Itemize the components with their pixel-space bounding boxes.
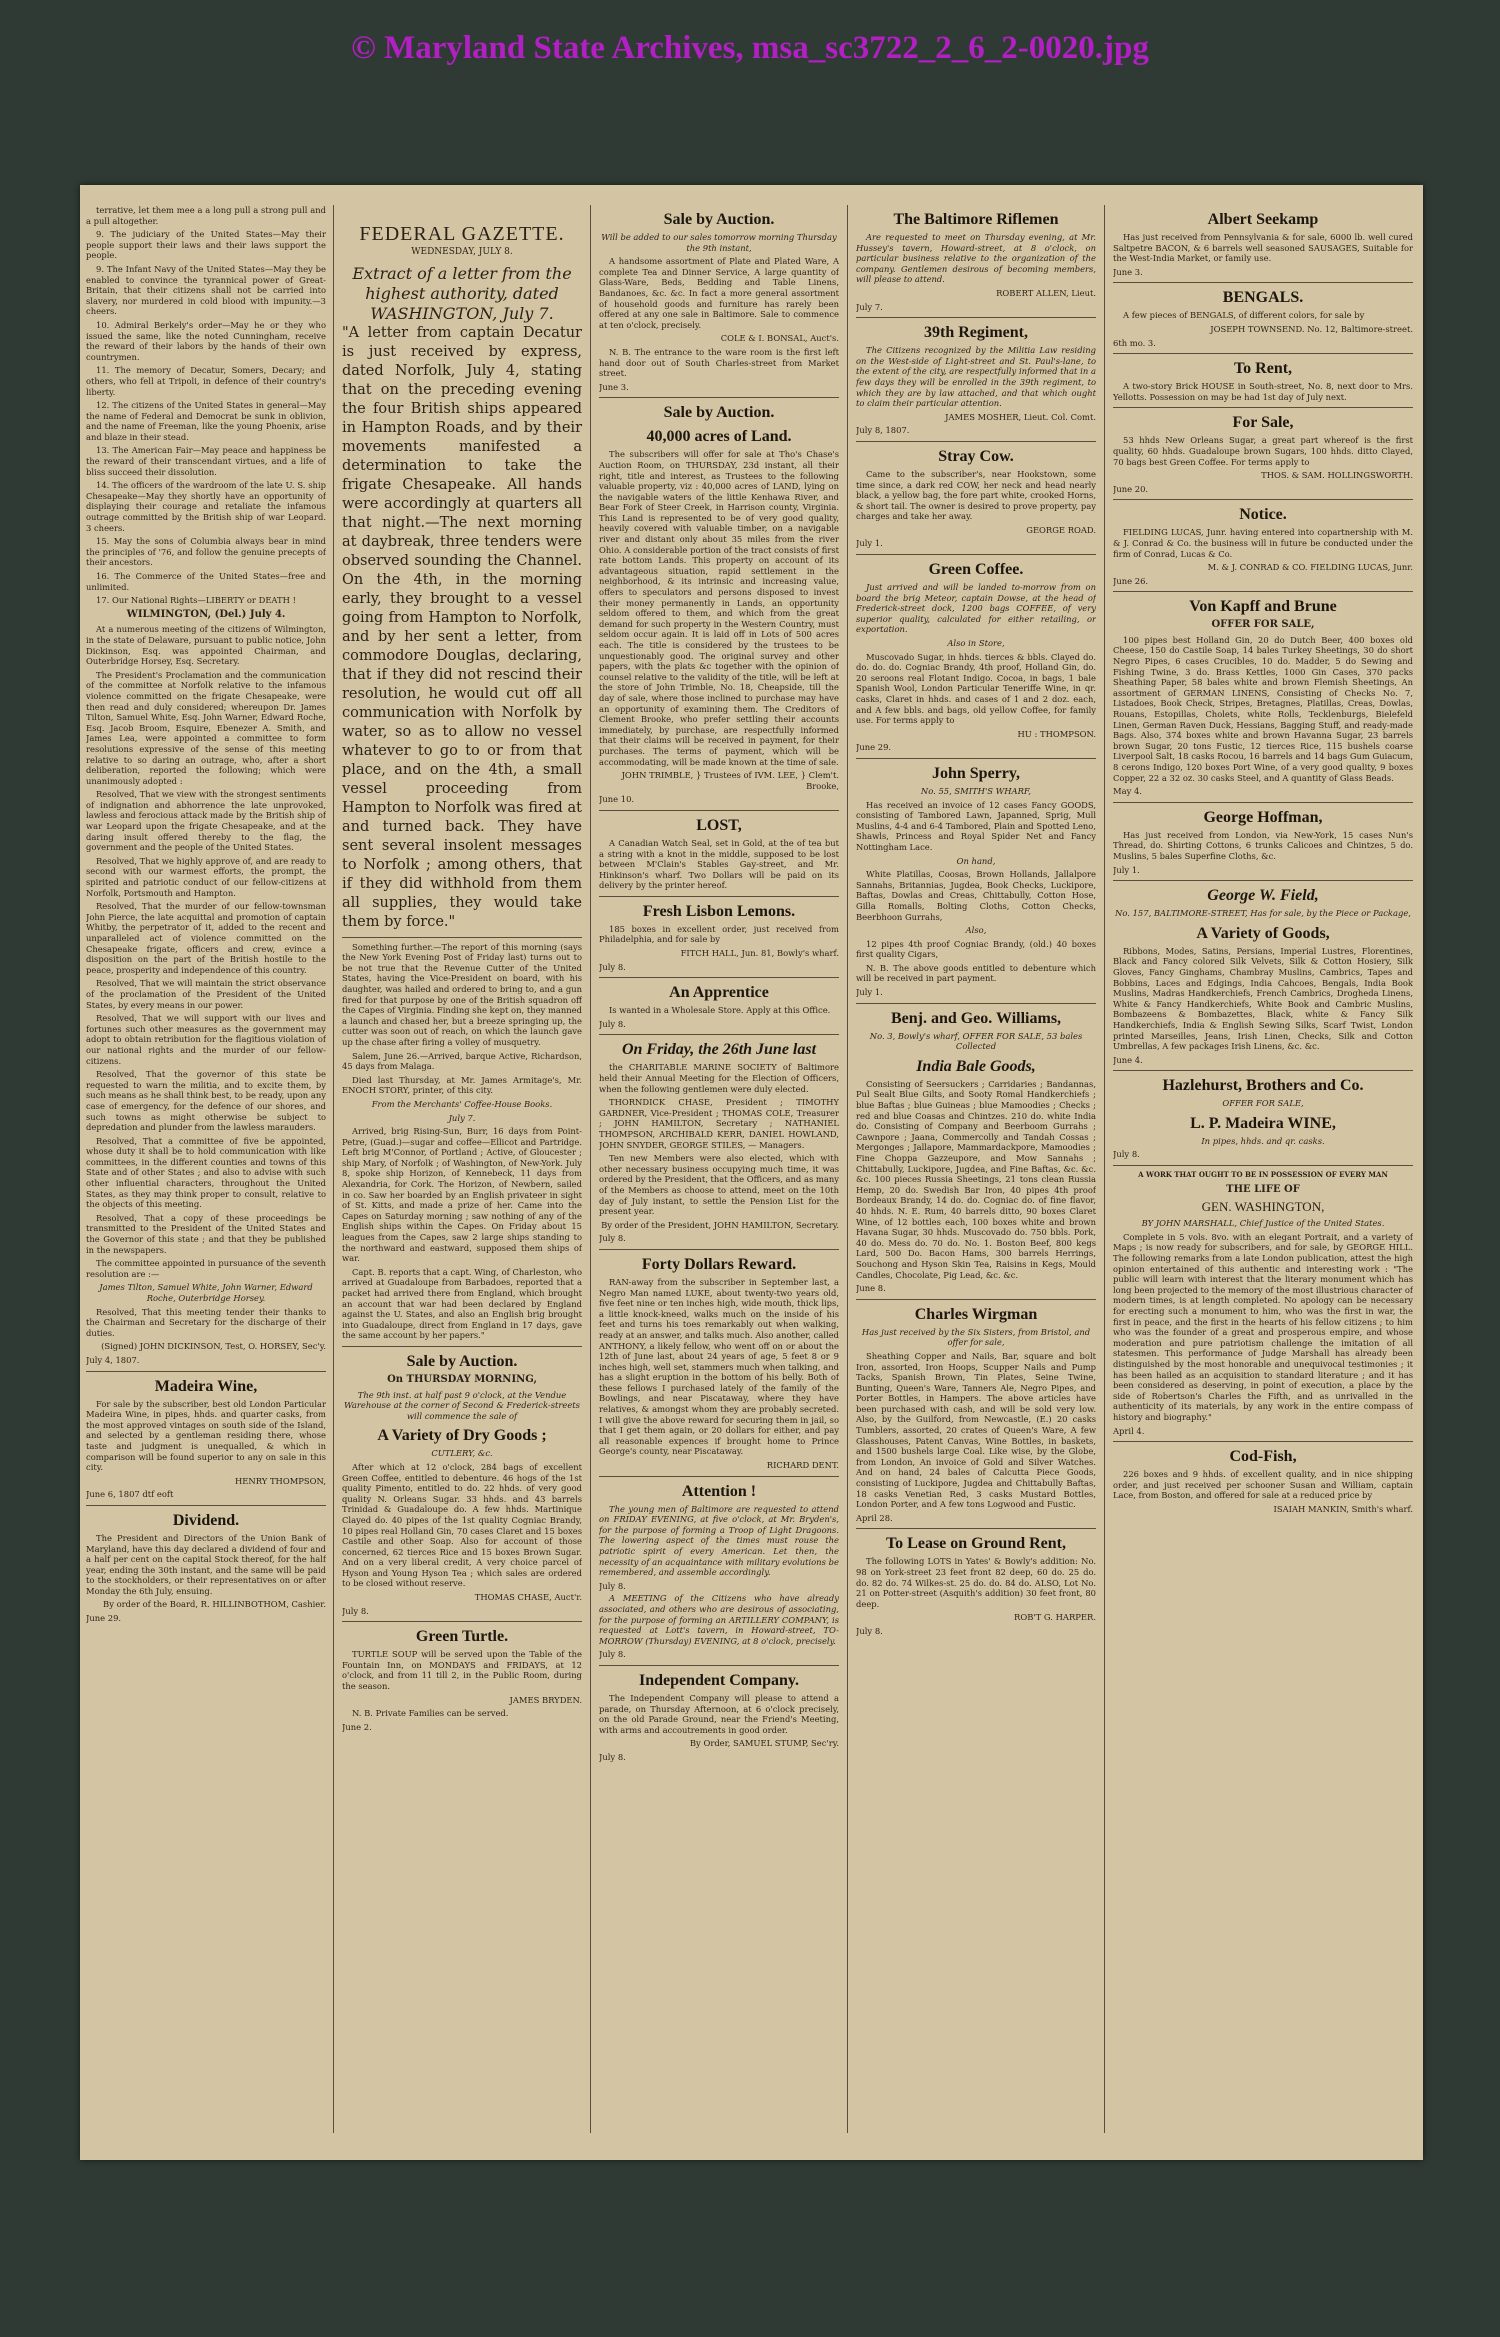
toast: 17. Our National Rights—LIBERTY or DEATH !	[96, 595, 296, 606]
madeira-wine-title: L. P. Madeira WINE,	[1190, 1114, 1336, 1132]
sperry-on-hand: On hand,	[956, 855, 996, 866]
divider	[86, 1505, 326, 1506]
auction1-title: Sale by Auction.	[663, 211, 775, 228]
divider	[1113, 880, 1413, 881]
divider	[599, 977, 839, 978]
seekamp-date: June 3.	[1113, 266, 1143, 277]
auction-detail: The 9th inst. at half past 9 o'clock, at the Vendue Warehouse at the corner of Second & Frederick-streets will commence the sale of	[344, 1389, 580, 1421]
dividend-text: The President and Directors of the Union Bank of Maryland, have this day declared a dividend of four and a half per cent on the capital Stock thereof, for the half year, ending the 30th instant, and the same will be paid to the stockholders, or their representatives on or after Monday the 6th July, ensuing.	[86, 1532, 326, 1596]
green-coffee-list: Muscovado Sugar, in hhds. tierces & bbls. Clayed do. do. do. do. Cogniac Brandy, 4th proof, Holland Gin, do. 20 seroons real Flotant Indigo. Cocoa, in bags, 1 bale Spanish Wool, London Particular Teneriffe Wine, in qr. casks, Claret in hhds. and cases of 1 and 2 doz. each, and A few bbls. and bags, old yellow Coffee, for family use. For terms apply to	[856, 651, 1096, 726]
bengals-title: BENGALS.	[1222, 289, 1304, 307]
divider	[856, 1299, 1096, 1300]
williams-goods: India Bale Goods,	[916, 1057, 1036, 1075]
land-title: 40,000 acres of Land.	[646, 428, 792, 446]
marine-society-officers: THORNDICK CHASE, President ; TIMOTHY GARDNER, Vice-President ; THOMAS COLE, Treasurer ; JOHN HAMILTON, Secretary ; NATHANIEL THOMPSON, ARCHIBALD KERR, DANIEL HOWLAND, JOHN SNYDER, GEORGE STILES, — Managers.	[599, 1097, 839, 1150]
toast: 9. The judiciary of the United States—May their people support their laws and their laws support the people.	[86, 229, 326, 261]
independent-company-title: Independent Company.	[638, 1671, 800, 1689]
wirgman-sub: Has just received by the Six Sisters, from Bristol, and offer for sale,	[861, 1326, 1091, 1348]
bengals-signature: JOSEPH TOWNSEND. No. 12, Baltimore-street.	[1210, 323, 1413, 334]
wirgman-title: Charles Wirgman	[914, 1305, 1038, 1323]
williams-title: Benj. and Geo. Williams,	[890, 1009, 1062, 1027]
divider	[1113, 591, 1413, 592]
madeira-date: June 6, 1807 dtf eoft	[86, 1489, 174, 1500]
riflemen-text: Are requested to meet on Thursday evening, at Mr. Hussey's tavern, Howard-street, at 8 o'clock, on particular business relative to the organization of the company. Gentlemen desirous of becoming members, will please to attend.	[856, 232, 1096, 285]
turtle-signature: JAMES BRYDEN.	[509, 1694, 582, 1705]
wilmington-paragraph: At a numerous meeting of the citizens of Wilmington, in the state of Delaware, pursuant to public notice, John Dickinson, Esq. was appointed Chairman, and Outerbridge Horsey, Esq. Secretary.	[86, 624, 326, 667]
land-text: The subscribers will offer for sale at Tho's Chase's Auction Room, on THURSDAY, 23d instant, all their right, title and interest, as Trustees to the following valuable property, viz : 40,000 acres of LAND, lying on the navigable waters of the little Kenhawa River, and Bear Fork of Steer Creek, in Harrison county, Virginia. This Land is represented to be of very good quality, heavily covered with valuable timber, on a navigable river and distant only about 35 miles from the river Ohio. A considerable portion of the tract consists of first rate bottom Lands. This property on account of its advantageous situation, rapid settlement in the neighborhood, & its intrinsic and increasing value, offers to speculators and persons disposed to invest their money permanently in Lands, an opportunity seldom offered to them, and which from the great demand for such property in the Western Country, must seldom occur again. It is laid off in Lots of 500 acres each. The title is considered by the trustees to be unquestionably good. The original survey and other papers, with the plats &c together with the opinion of counsel relative to the validity of the title, will be left at the store of John Trimble, No. 18, Cheapside, till the day of sale, where those inclined to purchase may have an opportunity of examining them. The Creditors of Clement Brooke, who prefer settling their accounts immediately, by purchase, are respectfully informed that their claims will be received in payment, for their purchases. The terms of payment, which will be accommodating, will be made known at the time of sale.	[599, 449, 839, 767]
divider	[86, 1371, 326, 1372]
lemons-signature: FITCH HALL, Jun. 81, Bowly's wharf.	[680, 948, 839, 959]
auction-when: On THURSDAY MORNING,	[387, 1373, 537, 1385]
divider	[599, 1034, 839, 1035]
divider	[599, 397, 839, 398]
toast: 11. The memory of Decatur, Somers, Decary; and others, who fell at Tripoli, in defence of their country's liberty.	[86, 365, 326, 397]
field-address: No. 157, BALTIMORE-STREET, Has for sale, by the Piece or Package,	[1115, 908, 1411, 919]
hoffman-text: Has just received from London, via New-York, 15 cases Nun's Thread, do. Shirting Cottons, 6 trunks Calicoes and Chintzes, 5 do. Muslins, 5 bales Superfine Cloths, &c.	[1113, 829, 1413, 861]
wilmington-date: July 4, 1807.	[86, 1354, 140, 1365]
madeira-wine-date: July 8.	[1113, 1149, 1140, 1160]
madeira-wine-text: In pipes, hhds. and qr. casks.	[1201, 1135, 1325, 1146]
extract-heading: Extract of a letter from the highest authority, dated	[352, 263, 572, 303]
cod-text: 226 boxes and 9 hhds. of excellent quality, and in nice shipping order, and just received per schooner Susan and William, captain Lace, from Boston, and offered for sale at a reduced price by	[1113, 1469, 1413, 1501]
divider	[856, 1003, 1096, 1004]
apprentice-date: July 8.	[599, 1018, 626, 1029]
kapff-date: May 4.	[1113, 786, 1142, 797]
rent-title: To Rent,	[1233, 360, 1293, 378]
land-date: June 10.	[599, 794, 635, 805]
madeira-text: For sale by the subscriber, best old London Particular Madeira Wine, in pipes, hhds. and quarter casks, from the most approved vintages on south side of the Island, and selected by a gentleman residing there, whose taste and judgment is unequalled, & which in comparison will be found superior to any on sale in this city.	[86, 1398, 326, 1473]
marine-society-text: the CHARITABLE MARINE SOCIETY of Baltimore held their Annual Meeting for the Election of Officers, when the following gentlemen were duly elected.	[599, 1062, 839, 1094]
sperry-date: July 1.	[856, 987, 883, 998]
book-text: Complete in 5 vols. 8vo. with an elegant Portrait, and a variety of Maps ; is now ready for subscribers, and for sale, by GEORGE HILL. The following remarks from a late London publication, attest the high opinion entertained of this authentic and interesting work : "The public will learn with interest that the literary monument which has long been projected to the memory of the most illustrious character of modern times, is at length completed. No apology can be necessary for erecting such a monument to him, who was the first in war, the first in peace, and the first in the hearts of his fellow citizens ; to him who was the founder of a great and prosperous empire, and whose moderation and pure patriotism challenge the imitation of all statesmen. This performance of Judge Marshall has already been distinguished by the most honorable and unequivocal testimonies ; it has been hailed as an acquisition to standard literature ; and it has been considered as deserving, in point of execution, a place by the side of Robertson's Charles the Fifth, and as unrivalled in the authenticity of its materials, by any work in the entire compass of history and biography."	[1113, 1231, 1413, 1422]
independent-company-date: July 8.	[599, 1751, 626, 1762]
wilmington-heading: WILMINGTON, (Del.) July 4.	[126, 608, 286, 620]
book-date: April 4.	[1113, 1425, 1145, 1436]
turtle-text: TURTLE SOUP will be served upon the Table of the Fountain Inn, on MONDAYS and FRIDAYS, at 12 o'clock, and from 11 till 2, in the Public Room, during the season.	[342, 1649, 582, 1692]
column-2	[342, 205, 582, 2133]
cod-signature: ISAIAH MANKIN, Smith's wharf.	[1273, 1503, 1413, 1514]
auction1-signature: COLE & I. BONSAL, Auct's.	[720, 333, 839, 344]
wilmington-paragraph: The committee appointed in pursuance of the seventh resolution are :—	[86, 1258, 326, 1279]
divider	[1113, 282, 1413, 283]
stray-cow-signature: GEORGE ROAD.	[1026, 524, 1096, 535]
auction1-date: June 3.	[599, 381, 629, 392]
sperry-title: John Sperry,	[931, 764, 1020, 782]
field-list: Ribbons, Modes, Satins, Persians, Imperial Lustres, Florentines, Black and Fancy colored Silk Velvets, Silk & Cotton Hosiery, Silk Gloves, Fancy Ginghams, Chambray Muslins, Cambrics, Tapes and Bobbins, Laces and Edgings, India Cahcoes, Bengals, India Book Muslins, Madras Handkerchiefs, French Cambrics, Drogheda Linens, White & Fancy Handkerchiefs, White Book and Cambric Muslins, Bombazeens & Bombazettes, Black, white & Fancy Silk Handkerchiefs, India & English Sewing Silks, Scarf Twist, London printed Marseilles, Jeans, Irish Linen, Checks, Silk and Cotton Umbrellas, A few packages Irish Linens, &c. &c.	[1113, 945, 1413, 1052]
lease-text: The following LOTS in Yates' & Bowly's addition: No. 98 on York-street 23 feet front 82 deep, 60 do. 25 do. do. 82 do. 74 Wilkes-st. 25 do. do. 84 do. ALSO, Lot No. 21 on Potter-street (Asquith's addition) 30 feet front, 80 deep.	[856, 1556, 1096, 1609]
marine-society-date: July 8.	[599, 1233, 626, 1244]
toast: 13. The American Fair—May peace and happiness be the reward of their transcendant virtues, and a life of bliss succeed their dissolution.	[86, 445, 326, 477]
lost-title: LOST,	[696, 816, 742, 834]
wilmington-paragraph: Resolved, That this meeting tender their thanks to the Chairman and Secretary for the discharge of their duties.	[86, 1306, 326, 1338]
madeira-signature: HENRY THOMPSON,	[234, 1475, 326, 1486]
divider	[599, 810, 839, 811]
notice-text: FIELDING LUCAS, Junr. having entered into copartnership with M. & J. Conrad & Co. the business will in future be conducted under the firm of Conrad, Lucas & Co.	[1113, 527, 1413, 559]
column-rule	[847, 205, 848, 2133]
dividend-title: Dividend.	[172, 1511, 240, 1529]
riflemen-signature: ROBERT ALLEN, Lieut.	[996, 287, 1096, 298]
dividend-signature: By order of the Board, R. HILLINBOTHOM, Cashier.	[103, 1599, 326, 1610]
divider	[1113, 1070, 1413, 1071]
book-tagline: A WORK THAT OUGHT TO BE IN POSSESSION OF EVERY MAN	[1138, 1170, 1388, 1180]
coffee-house-heading: From the Merchants' Coffee-House Books.	[371, 1098, 553, 1109]
washington-letter	[342, 264, 582, 932]
divider	[1113, 802, 1413, 803]
divider	[1113, 407, 1413, 408]
green-coffee-also: Also in Store,	[947, 638, 1005, 649]
green-coffee-date: June 29.	[856, 742, 892, 753]
for-sale-signature: THOS. & SAM. HOLLINGSWORTH.	[1261, 470, 1413, 481]
independent-company-text: The Independent Company will please to attend a parade, on Thursday Afternoon, at 6 o'clock precisely, on the old Parade Ground, near the Friend's Meeting, with arms and accoutrements in good order.	[599, 1692, 839, 1735]
hoffman-date: July 1.	[1113, 864, 1140, 875]
hazlehurst-sub: OFFER FOR SALE,	[1222, 1098, 1304, 1109]
auction1-text: A handsome assortment of Plate and Plated Ware, A complete Tea and Dinner Service, A large quantity of Glass-Ware, Beds, Bedding and Table Linens, Bandanoes, &c. &c. In fact a more general assortment of household goods and furniture has rarely been offered at any one sale in Baltimore. Sale to commence at ten o'clock, precisely.	[599, 256, 839, 330]
sperry-address: No. 55, SMITH'S WHARF,	[920, 785, 1032, 796]
reward-title: Forty Dollars Reward.	[641, 1255, 797, 1273]
column-3	[599, 205, 839, 2133]
death-notice: Died last Thursday, at Mr. James Armitage's, Mr. ENOCH STORY, printer, of this city.	[342, 1074, 582, 1096]
coffee-house-text: Capt. B. reports that a capt. Wing, of Charleston, who arrived at Guadaloupe from Barbadoes, reported that a packet had arrived there from England, which brought an account that war had been declared by England against the U. States, and also an English brig brought into Guadaloupe, direct from England in 17 days, gave the same account by her papers."	[342, 1266, 582, 1341]
divider	[856, 317, 1096, 318]
land-signature: JOHN TRIMBLE, } Trustees of IVM. LEE, } Clem't. Brooke,	[621, 770, 839, 791]
wilmington-paragraph: Resolved, That we will maintain the strict observance of the proclamation of the President of the United States, by every means in our power.	[86, 978, 326, 1010]
field-date: June 4.	[1113, 1054, 1143, 1065]
notice-signature: M. & J. CONRAD & CO. FIELDING LUCAS, Junr.	[1207, 562, 1413, 573]
sperry-also-text: 12 pipes 4th proof Cogniac Brandy, (old.) 40 boxes first quality Cigars,	[856, 938, 1096, 960]
lost-text: A Canadian Watch Seal, set in Gold, at the of tea but a string with a knot in the middle, supposed to be lost between M'Clain's Stables Gay-street, and Mr. Hinkinson's wharf. Two Dollars will be paid on its delivery by the printer hereof.	[599, 837, 839, 891]
book-life: THE LIFE OF	[1226, 1183, 1300, 1195]
auction1-sub: Will be added to our sales tomorrow morning Thursday the 9th instant,	[601, 232, 837, 253]
book-author: BY JOHN MARSHALL, Chief Justice of the United States.	[1141, 1218, 1385, 1229]
book-title: GEN. WASHINGTON,	[1201, 1199, 1325, 1215]
bengals-date: 6th mo. 3.	[1113, 337, 1156, 348]
coffee-house-text: Arrived, brig Rising-Sun, Burr, 16 days from Point-Petre, (Guad.)—sugar and coffee—Ellicot and Partridge. Left brig M'Connor, of Portland ; Active, of Gloucester ; ship Mary, of Norfolk ; of Washington, of New-York. July 8, spoke ship Horizon, of Kennebeck, 11 days from Alexandria, for Cork. The Horizon, of Newbern, sailed in co. Saw her boarded by an English privateer in sight of St. Kitts, and made a prize of her. Came into the Capes on Saturday morning ; saw nothing of any of the English ships within the Capes. On Friday about 15 leagues from the Capes, saw 2 large ships standing to the northward and eastward, supposed them ships of war.	[342, 1126, 582, 1264]
marine-society-text: Ten new Members were also elected, which with other necessary business occupying much time, it was ordered by the President, that the Officers, and as many of the Members as choose to attend, meet on the 10th day of July instant, to settle the Pension List for the present year.	[599, 1153, 839, 1217]
coffee-house-date: July 7.	[448, 1112, 476, 1123]
seekamp-text: Has just received from Pennsylvania & for sale, 6000 lb. well cured Saltpetre BACON, & 6 barrels well seasoned SAUSAGES, Suitable for the West-India Market, or family use.	[1113, 232, 1413, 264]
divider	[599, 896, 839, 897]
newspaper-page	[80, 185, 1423, 2160]
cod-title: Cod-Fish,	[1229, 1448, 1297, 1466]
dry-goods-heading: A Variety of Dry Goods ;	[377, 1427, 547, 1445]
auction-signature: THOMAS CHASE, Auct'r.	[474, 1592, 582, 1603]
reward-text: RAN-away from the subscriber in September last, a Negro Man named LUKE, about twenty-two years old, five feet nine or ten inches high, wide mouth, thick lips, a little knock-kneed, walks much on the inside of his feet and turns his toes remarkably out when walking, ready at an answer, and talks much. Also another, called ANTHONY, a likely fellow, who went off on or about the 12th of June last, about 24 years of age, 5 feet 8 or 9 inches high, well set, stammers much when talking, and has a slight eruption in the bottom of his belly. Both of these fellows I purchased lately of the family of the Bowlings, and near Piscataway, where they have relatives, & amongst whom they are probably secreted. I will give the above reward for securing them in jail, so that I get them again, or 20 dollars for either, and pay all reasonable expences if brought home to Prince George's county, near Piscataway.	[599, 1276, 839, 1457]
rent-text: A two-story Brick HOUSE in South-street, No. 8, next door to Mrs. Yellotts. Possession on may be had 1st day of July next.	[1113, 381, 1413, 402]
toast: 14. The officers of the wardroom of the late U. S. ship Chesapeake—May they shortly have an opportunity of displaying their courage and retaliate the infamous outrage committed by the British ship of war Leopard. 3 cheers.	[86, 480, 326, 533]
divider	[1113, 499, 1413, 500]
riflemen-date: July 7.	[856, 301, 883, 312]
regiment-text: The Citizens recognized by the Militia Law residing on the West-side of Light-street and St. Paul's-lane, to the extent of the city, are respectfully informed that in a few days they will be enrolled in the 39th regiment, to which they are by law attached, and that which ought to claim their particular attention.	[856, 345, 1096, 409]
extract-place: WASHINGTON, July 7.	[370, 303, 554, 323]
wilmington-paragraph: Resolved, That we will support with our lives and fortunes such other measures as the government may adopt to obtain retribution for the flagitious violation of our national rights and the murder of our fellow-citizens.	[86, 1013, 326, 1066]
hazlehurst-title: Hazlehurst, Brothers and Co.	[1162, 1077, 1364, 1095]
wilmington-paragraph: Resolved, That the murder of our fellow-townsman John Pierce, the late acquittal and promotion of captain Whitby, the perpetrator of it, added to the recent and unparalleled act of violence committed on the Chesapeake frigate, officers and crew, evince a disposition on the part of the British hostile to the peace, prosperity and independence of this country.	[86, 901, 326, 975]
wirgman-list: Sheathing Copper and Nails, Bar, square and bolt Iron, assorted, Iron Hoops, Scupper Nails and Pump Tacks, Spanish Brown, Tin Plates, Seine Twine, Bunting, Queen's Ware, Tanners Ale, Negro Pipes, and Porter Bottles, in Hampers. The above articles have been purchased with cash, and will be sold very low. Also, by the Guilford, from Newcastle, (E.) 20 casks Tumblers, assorted, 20 crates of Queen's Ware, A few Glasshouses, Patent Canvas, Wine Bottles, in baskets, and 1500 bushels large Coal. Like wise, by the Globe, from London, An invoice of Gold and Silver Watches. And on hand, 24 bales of Calcutta Piece Goods, consisting of Luckipore, Jugdea and Chittabully Baftas, 18 casks Venetian Red, 3 casks Mustard Bottles, London Porter, and A few tons Logwood and Fustic.	[856, 1350, 1096, 1510]
auction2-title: Sale by Auction.	[663, 404, 775, 422]
stray-cow-title: Stray Cow.	[938, 447, 1014, 465]
masthead-date: WEDNESDAY, JULY 8.	[411, 247, 513, 257]
kapff-sub: OFFER FOR SALE,	[1211, 619, 1315, 631]
turtle-title: Green Turtle.	[415, 1628, 509, 1646]
seekamp-title: Albert Seekamp	[1207, 211, 1319, 228]
attention-title: Attention !	[681, 1482, 757, 1500]
independent-company-signature: By Order, SAMUEL STUMP, Sec'ry.	[689, 1738, 839, 1749]
divider	[342, 1346, 582, 1347]
divider	[856, 1528, 1096, 1529]
divider	[1113, 1165, 1413, 1166]
lemons-title: Fresh Lisbon Lemons.	[642, 902, 796, 920]
attention-date: July 8.	[599, 1580, 626, 1591]
auction-title: Sale by Auction.	[406, 1352, 518, 1370]
regiment-signature: JAMES MOSHER, Lieut. Col. Comt.	[945, 411, 1096, 422]
for-sale-date: June 20.	[1113, 483, 1149, 494]
madeira-title: Madeira Wine,	[154, 1377, 258, 1395]
lease-signature: ROB'T G. HARPER.	[1014, 1612, 1096, 1623]
lease-title: To Lease on Ground Rent,	[885, 1535, 1067, 1553]
divider	[342, 937, 582, 938]
archive-watermark: © Maryland State Archives, msa_sc3722_2_6_2-0020.jpg	[351, 30, 1149, 66]
field-title: George W. Field,	[1207, 887, 1319, 905]
artillery-meeting-text: A MEETING of the Citizens who have already associated, and others who are desirous of associating, for the purpose of forming an ARTILLERY COMPANY, is requested at Lott's tavern, in Howard-street, TO-MORROW (Thursday) EVENING, at 8 o'clock, precisely.	[599, 1593, 839, 1646]
for-sale-text: 53 hhds New Orleans Sugar, a great part whereof is the first quality, 60 hhds. Guadaloupe brown Sugars, 100 hhds. ditto Clayed, 70 bags best Green Coffee. For terms apply to	[1113, 435, 1413, 467]
sperry-text: Has received an invoice of 12 cases Fancy GOODS, consisting of Tambored Lawn, Japanned, Sprig, Mull Muslins, 4-4 and 6-4 Tambored, Plain and Spotted Leno, Shawls, Princess and Royal Spider Net and Fancy Nottingham Lace.	[856, 799, 1096, 852]
wilmington-paragraph: Resolved, That we view with the strongest sentiments of indignation and abhorrence the late unprovoked, lawless and ferocious attack made by the British ship of war Leopard upon the frigate Chesapeake, and at the daring insult offered thereby to the flag, the government and the people of the United States.	[86, 789, 326, 853]
auction-date: July 8.	[342, 1605, 369, 1616]
divider	[599, 1476, 839, 1477]
turtle-date: June 2.	[342, 1721, 372, 1732]
marine-society-signature: By order of the President, JOHN HAMILTON, Secretary.	[601, 1219, 839, 1230]
williams-address: No. 3, Bowly's wharf, OFFER FOR SALE, 53 bales Collected	[869, 1030, 1083, 1052]
bengals-text: A few pieces of BENGALS, of different colors, for sale by	[1123, 310, 1365, 321]
wirgman-date: April 28.	[856, 1512, 893, 1523]
attention-text: The young men of Baltimore are requested to attend on FRIDAY EVENING, at five o'clock, at Mr. Bryden's, for the purpose of forming a Troop of Light Dragoons. The lowering aspect of the times must rouse the patriotic spirit of every American. Let then, the necessity of an acquaintance with military evolutions be remembered, and assemble accordingly.	[599, 1503, 839, 1578]
toast: 10. Admiral Berkely's order—May he or they who issued the same, like the noted Cunningham, receive the reward of their labors by the hands of their own countrymen.	[86, 319, 326, 362]
toast: 9. The Infant Navy of the United States—May they be enabled to convince the tyrannical power of Great-Britain, that their citizens shall not be carried into slavery, nor murdered in cold blood with impunity.—3 cheers.	[86, 263, 326, 317]
lemons-text: 185 boxes in excellent order, just received from Philadelphia, and for sale by	[599, 923, 839, 945]
stray-cow-text: Came to the subscriber's, near Hookstown, some time since, a dark red COW, her neck and head nearly black, a yellow bag, the fore part white, crooked Horns, & short tail. The owner is desired to prove property, pay charges and take her away.	[856, 468, 1096, 522]
hoffman-title: George Hoffman,	[1203, 808, 1323, 826]
kapff-list: 100 pipes best Holland Gin, 20 do Dutch Beer, 400 boxes old Cheese, 150 do Castile Soap, 14 bales Turkey Sheetings, 30 do short Negro Pipes, 6 cases Crucibles, 10 do. Madder, 5 do Sewing and Fishing Twine, 3 do. Brass Kettles, 1000 Gin Cases, 370 packs Sheathing Paper, 58 bales white and brown Flemish Sheetings, An assortment of GERMAN LINENS, Consisting of Checks No. 7, Listadoes, Book Check, Stripes, Bretagnes, Platillas, Creas, Dowlas, Rouans, Estopillas, Cholets, white Rolls, Tecklenburgs, Bielefeld Linen, German Raven Duck, Hessians, Bagging Stuff, and ready-made Bags. Also, 374 boxes white and brown Havanna Sugar, 23 barrels brown Sugar, 20 tons Fustic, 12 tierces Rice, 115 bushels coarse Liverpool Salt, 18 casks Rocou, 16 barrels and 14 bags Gum Guiacum, 8 cerons Indigo, 120 boxes Port Wine, of a very good quality, 9 boxes Copper, 22 a 32 oz. 30 casks Steel, and A quantity of Glass Beads.	[1113, 634, 1413, 783]
committee-names: James Tilton, Samuel White, John Warner, Edward Roche, Outerbridge Horsey.	[99, 1282, 313, 1303]
apprentice-text: Is wanted in a Wholesale Store. Apply at this Office.	[609, 1005, 831, 1016]
sperry-list: White Platillas, Coosas, Brown Hollands, Jallalpore Sannahs, Britannias, Jugdea, Book Checks, Luckipore, Baftas, Dowlas and Creas, Chittabully, Cotton Hose, Gilla Romalls, Bolting Cloths, Cotton Checks, Beerbhoon Gurrahs,	[856, 869, 1096, 922]
column-rule	[590, 205, 591, 2133]
masthead-title: FEDERAL GAZETTE.	[359, 223, 565, 245]
column-rule	[1104, 205, 1105, 2133]
divider	[856, 554, 1096, 555]
sperry-also: Also,	[965, 925, 987, 936]
regiment-title: 39th Regiment,	[924, 324, 1028, 342]
wilmington-paragraph: The President's Proclamation and the communication of the committee at Norfolk relative to the infamous violence committed on the frigate Chesapeake, were then read and duly considered; whereupon Dr. James Tilton, Samuel White, Esq. John Warner, Edward Roche, Esq. Jacob Broom, Esquire, Ebenezer A. Smith, and James Lea, were appointed a committee to form resolutions expressive of the sense of this meeting relative to so daring an outrage, who, after a short deliberation, reported the following; which were unanimously adopted :	[86, 669, 326, 786]
dividend-date: June 29.	[86, 1613, 122, 1624]
divider	[856, 758, 1096, 759]
letter-body: "A letter from captain Decatur is just received by express, dated Norfolk, July 4, stating that on the preceding evening the four British ships appeared in Hampton Roads, and by their movements manifested a determination to take the frigate Chesapeake. All hands were accordingly at quarters all that night.—The next morning at daybreak, three tenders were observed sounding the Channel. On the 4th, in the morning early, they brought to a vessel going from Hampton to Norfolk, and by her sent a letter, from commodore Douglas, declaring, that if they did not rescind their resolution, he would cut off all communication with Norfolk by water, so as to allow no vessel whatever to go to or from that place, and on the 4th, a small vessel proceeding from Hampton to Norfolk was fired at and turned back. They have sent several insolent messages to Norfolk ; among others, that if they did withhold from them all supplies, they would take them by force."	[342, 324, 582, 930]
for-sale-title: For Sale,	[1232, 414, 1294, 432]
toast-list	[86, 205, 326, 606]
marine-society-title: On Friday, the 26th June last	[621, 1041, 817, 1059]
wilmington-paragraph: Resolved, That the governor of this state be requested to warn the militia, and to excite them, by such means as he shall think best, to be ready, upon any case of emergency, for the defence of our shores, and such towns as might otherwise be subject to depredation and plunder from the lawless marauders.	[86, 1069, 326, 1133]
divider	[1113, 1441, 1413, 1442]
divider	[599, 1665, 839, 1666]
artillery-meeting-date: July 8.	[599, 1649, 626, 1660]
kapff-title: Von Kapff and Brune	[1189, 598, 1337, 616]
reward-signature: RICHARD DENT.	[766, 1460, 839, 1471]
auction-items: After which at 12 o'clock, 284 bags of excellent Green Coffee, entitled to debenture. 46 hogs of the 1st quality Pimento, entitled to do. 22 hhds. of very good quality N. Orleans Sugar. 33 hhds. and 43 barrels Trinidad & Guadaloupe do. A few hhds. Martinique Clayed do. 40 pipes of the 1st quality Cogniac Brandy, 10 pipes real Holland Gin, 70 cases Claret and 15 boxes Castile and other Soap. Also for account of those concerned, 62 tierces Rice and 15 boxes Brown Sugar. And on a very liberal credit, A very choice parcel of Hyson and Young Hyson Tea ; which sales are ordered to be closed without reserve.	[342, 1461, 582, 1589]
lease-date: July 8.	[856, 1625, 883, 1636]
stray-cow-date: July 1.	[856, 538, 883, 549]
salem-arrival: Salem, June 26.—Arrived, barque Active, Richardson, 45 days from Malaga.	[342, 1050, 582, 1072]
wilmington-signature: (Signed) JOHN DICKINSON, Test, O. HORSEY, Sec'y.	[101, 1341, 326, 1352]
turtle-note: N. B. Private Families can be served.	[352, 1708, 509, 1719]
divider	[1113, 353, 1413, 354]
green-coffee-title: Green Coffee.	[928, 561, 1024, 579]
lemons-date: July 8.	[599, 961, 626, 972]
auction1-note: N. B. The entrance to the ware room is the first left hand door out of South Charles-street from Market street.	[599, 346, 839, 379]
something-further: Something further.—The report of this morning (says the New York Evening Post of Friday last) turns out to be not true that the Revenue Cutter of the United States, having the Vice-President on board, with his daughter, was hailed and ordered to bring to, and a gun fired for that purpose by one of the British squadron off the Capes of Virginia. Finding she kept on, they manned a launch and chased her, but a breeze springing up, the cutter was soon out of reach, on which the launch gave up the chase after firing a volley of musquetry.	[342, 941, 582, 1047]
cutlery-label: CUTLERY, &c.	[431, 1448, 493, 1459]
column-4	[856, 205, 1096, 2133]
williams-date: June 8.	[856, 1283, 886, 1294]
toast: terrative, let them mee a a long pull a strong pull and a pull altogether.	[86, 205, 326, 226]
regiment-date: July 8, 1807.	[856, 425, 910, 436]
column-rule	[333, 205, 334, 2133]
field-goods: A Variety of Goods,	[1196, 924, 1330, 942]
divider	[599, 1249, 839, 1250]
notice-date: June 26.	[1113, 575, 1149, 586]
toast: 15. May the sons of Columbia always bear in mind the principles of '76, and follow the genuine precepts of their ancestors.	[86, 536, 326, 568]
wilmington-paragraph: Resolved, That a copy of these proceedings be transmitted to the President of the United States and the Governor of this state ; and that they be published in the newspapers.	[86, 1212, 326, 1255]
divider	[856, 441, 1096, 442]
williams-text: Consisting of Seersuckers ; Carridaries ; Bandannas, Pul Sealt Blue Gilts, and Sooty Romal Handkerchiefs ; blue Baftas ; blue Guineas ; blue Mamoodies ; Checks ; red and blue Coasas and Chintzes. 210 do. white India do. Consisting of Company and Beerboom Gurrahs ; Cawnpore ; Jaana, Commercolly and Tandah Cossas ; Mergonges ; Jallapore, Mammardackpore, Mamoodies ; Fine Choppa Gazzeupore, and Mow Sannahs ; Chittabully, Luckipore, Jugdea, and Fine Baftas, &c. &c. &c. 100 pieces Russia Sheetings, 21 tons clean Russia Hemp, 20 do. Swedish Bar Iron, 40 pipes 4th proof Bordeaux Brandy, 14 do. do. Cogniac do. of fine flavor, 40 hhds. N. E. Rum, 40 barrels ditto, 90 boxes Claret Wine, of 12 bottles each, 100 boxes white and brown Havana Sugar, 30 hhds. Muscovado do. 750 bbls. Pork, 40 do. Mess do. 70 do. No. 1. Boston Beef, 800 kegs Lard, 500 Do. Bacon Hams, 300 barrels Herrings, Souchong and Hyson Skin Tea, Raisins in Kegs, Mould Candles, Chocolate, Pig Lead, &c. &c.	[856, 1078, 1096, 1280]
apprentice-title: An Apprentice	[669, 984, 769, 1002]
notice-title: Notice.	[1239, 506, 1287, 524]
toast: 16. The Commerce of the United States—free and unlimited.	[86, 571, 326, 592]
toast: 12. The citizens of the United States in general—May the name of Federal and Democrat be sunk in oblivion, and the name of Freeman, like the young Phoenix, arise and blaze in their stead.	[86, 400, 326, 442]
column-1	[86, 205, 326, 2133]
green-coffee-text: Just arrived and will be landed to-morrow from on board the brig Meteor, captain Dowse, at the head of Frederick-street dock, 1200 bags COFFEE, of very superior quality, calculated for either retailing, or exportation.	[856, 582, 1096, 635]
column-5	[1113, 205, 1413, 2133]
riflemen-title: The Baltimore Riflemen	[893, 211, 1059, 228]
divider	[342, 1621, 582, 1622]
wilmington-paragraph: Resolved, That we highly approve of, and are ready to second with our warmest efforts, the prompt, the spirited and patriotic conduct of our fellow-citizens at Norfolk, Portsmouth and Hampton.	[86, 855, 326, 898]
sperry-note: N. B. The above goods entitled to debenture which will be received in part payment.	[856, 962, 1096, 984]
green-coffee-signature: HU : THOMPSON.	[1017, 728, 1096, 739]
wilmington-paragraph: Resolved, That a committee of five be appointed, whose duty it shall be to hold communication with like committees, in the different counties and towns of this State and of other States ; and also to advise with such other influential characters, throughout the United States, as they may think proper to consult, relative to the objects of this meeting.	[86, 1135, 326, 1210]
